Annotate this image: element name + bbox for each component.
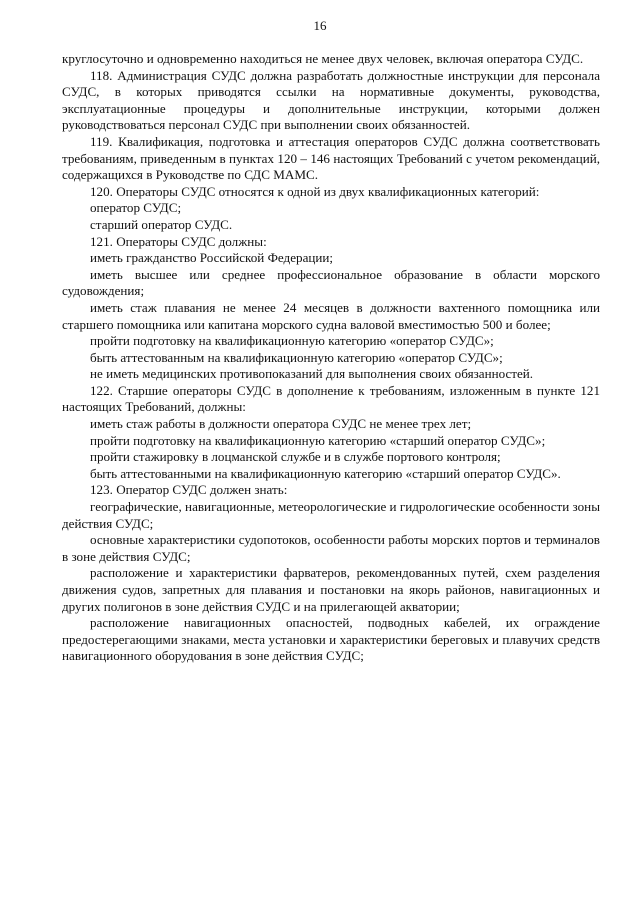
list-item: основные характеристики судопотоков, особенности работы морских портов и терминалов в зоне действия СУДС; — [62, 532, 600, 564]
list-item: иметь высшее или среднее профессиональное образование в области морского судовождения; — [62, 266, 600, 299]
list-item: быть аттестованным на квалификационную категорию «оператор СУДС»; — [90, 349, 503, 365]
list-item: быть аттестованными на квалификационную категорию «старший оператор СУДС». — [90, 465, 561, 481]
list-item: пройти стажировку в лоцманской службе и в службе портового контроля; — [90, 449, 501, 465]
list-item: пройти подготовку на квалификационную категорию «оператор СУДС»; — [90, 333, 494, 349]
list-item: не иметь медицинских противопоказаний для выполнения своих обязанностей. — [90, 366, 534, 382]
list-item: оператор СУДС; — [90, 200, 182, 216]
list-item: иметь стаж плавания не менее 24 месяцев в должности вахтенного помощника или старшего помощника или капитана морского судна валовой вместимостью 500 и более; — [62, 299, 600, 332]
paragraph-118: 118. Администрация СУДС должна разработать должностные инструкции для персонала СУДС, в которых приводятся ссылки на нормативные документы, руководства, эксплуатационные процедуры и дополнительные инструкции, которыми должен руководствоваться персонал СУДС при выполнении своих обязанностей. — [62, 67, 600, 133]
list-item: географические, навигационные, метеорологические и гидрологические особенности зоны действия СУДС; — [62, 499, 600, 531]
paragraph-122: 122. Старшие операторы СУДС в дополнение к требованиям, изложенным в пункте 121 настоящих Требований, должны: — [62, 382, 600, 415]
list-item: старший оператор СУДС. — [90, 216, 233, 232]
paragraph-120: 120. Операторы СУДС относятся к одной из двух квалификационных категорий: — [90, 183, 540, 199]
paragraph-121: 121. Операторы СУДС должны: — [90, 233, 267, 249]
page-number: 16 — [313, 18, 327, 33]
list-item: расположение и характеристики фарватеров, рекомендованных путей, схем разделения движения судов, запретных для плавания и постановки на якорь районов, навигационных и других полигонов в зоне действия СУДС и на прилегающей акватории; — [62, 565, 600, 614]
paragraph-continuation: круглосуточно и одновременно находиться не менее двух человек, включая оператора СУДС. — [62, 51, 584, 66]
list-item: расположение навигационных опасностей, подводных кабелей, их ограждение предостерегающими знаками, места установки и характеристики береговых и плавучих средств навигационного оборудования в зоне действия СУДС; — [62, 615, 600, 664]
list-item: пройти подготовку на квалификационную категорию «старший оператор СУДС»; — [90, 432, 546, 448]
list-item: иметь гражданство Российской Федерации; — [90, 250, 334, 266]
document-body — [62, 51, 600, 665]
list-item: иметь стаж работы в должности оператора СУДС не менее трех лет; — [90, 416, 472, 432]
paragraph-119: 119. Квалификация, подготовка и аттестация операторов СУДС должна соответствовать требованиям, приведенным в пунктах 120 – 146 настоящих Требований с учетом рекомендаций, содержащихся в Руководстве по СДС МАМС. — [62, 133, 600, 183]
paragraph-123: 123. Оператор СУДС должен знать: — [90, 482, 288, 498]
